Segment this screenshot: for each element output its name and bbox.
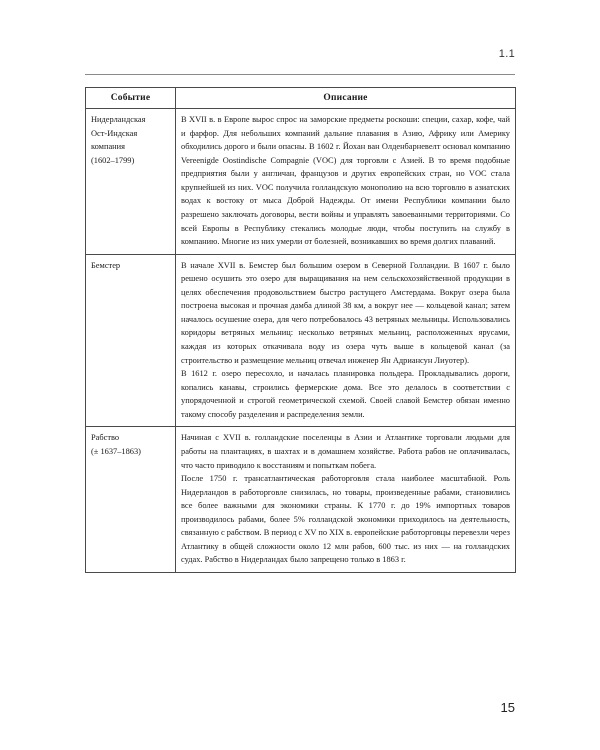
table-row — [86, 109, 516, 255]
events-table-container — [85, 87, 515, 573]
table-row — [86, 254, 516, 427]
event-name-cell — [86, 427, 176, 573]
event-description-cell — [176, 254, 516, 427]
events-description-table — [85, 87, 516, 573]
table-header-row — [86, 88, 516, 109]
event-description-cell — [176, 427, 516, 573]
description-paragraph: В XVII в. в Европе вырос спрос на заморские предметы роскоши: специи, сахар, кофе, чай и фарфор. Для небольших компаний дальние плавания в Азию, Африку или Америку обходились дорого и были опасны. В 1602 г. Йохан ван Олденбарневелт основал компанию Vereenigde Oostindische Compagnie (VOC) для торговли с Азией. В то время подобные предприятия были у англичан, французов и других европейских стран, но VOC стала крупнейшей из них. VOC получила голландскую монополию на всю торговлю в азиатских водах к востоку от мыса Доброй Надежды. От имени Республики компании было разрешено заключать договоры, вести войны и управлять завоеванными территориями. Со всей Европы в Республику стекались молодые люди, чтобы поступить на службу в компанию. Многие из них умерли от болезней, возникавших во время долгих плаваний. — [181, 115, 510, 247]
event-name-cell — [86, 254, 176, 427]
event-date-range: (± 1637–1863) — [91, 446, 141, 456]
header-divider-rule — [85, 74, 515, 75]
description-paragraph: В начале XVII в. Бемстер был большим озером в Северной Голландии. В 1607 г. было решено осушить это озеро для выращивания на нем сельскохозяйственной продукции в целях обеспечения продовольствием быстро растущего Амстердама. Вокруг озера была построена высокая и прочная дамба длиной 38 км, а вокруг нее — кольцевой канал; затем началось осушение озера, для чего потребовалось 43 ветряных мельницы. Использовались коридоры ветряных мельниц: несколько ветряных мельниц, расположенных ярусами, каждая из которых откачивала воду из озера чуть выше в кольцевой канал (за строительство и размещение мельниц отвечал инженер Ян Адриансун Лиуотер). — [181, 260, 510, 365]
event-name-line: компания — [91, 142, 125, 152]
description-paragraph: В 1612 г. озеро пересохло, и началась планировка польдера. Прокладывались дороги, копались канавы, строились фермерские дома. Все это делалось в соответствии с упорядоченной и строгой геометрической схемой. Своей славой Бемстер обязан именно такому способу разделения и распределения земли. — [181, 369, 510, 419]
event-name-line: Бемстер — [91, 260, 121, 270]
event-name-line: Ост-Индская — [91, 128, 138, 138]
column-header-event: Событие — [86, 88, 176, 109]
column-header-description: Описание — [176, 88, 516, 109]
page-number: 15 — [500, 700, 515, 715]
description-paragraph: Начиная с XVII в. голландские поселенцы в Азии и Атлантике торговали людьми для работы на плантациях, в шахтах и в домашнем хозяйстве. Работа рабов не оплачивалась, что часто приводило к восстаниям и попыткам побега. — [181, 433, 510, 470]
event-date-range: (1602–1799) — [91, 155, 135, 165]
table-row — [86, 427, 516, 573]
running-head-section-number: 1.1 — [498, 48, 515, 60]
event-name-line: Нидерландская — [91, 115, 146, 124]
event-name-line: Рабство — [91, 433, 120, 443]
description-paragraph: После 1750 г. трансатлантическая работорговля стала наиболее масштабной. Роль Нидерландов в работорговле снизилась, но товары, произведенные рабами, становились все более важными для экономики страны. К 1770 г. до 19% импортных товаров производилось рабами, более 5% голландской экономики приходилось на деятельность, связанную с рабством. В период с XV по XIX в. европейские работорговцы перевезли через Атлантику в общей сложности около 12 млн рабов, 600 тыс. из них — на голландских судах. Рабство в Нидерландах было запрещено только в 1863 г. — [181, 474, 510, 565]
event-description-cell — [176, 109, 516, 255]
event-name-cell — [86, 109, 176, 255]
